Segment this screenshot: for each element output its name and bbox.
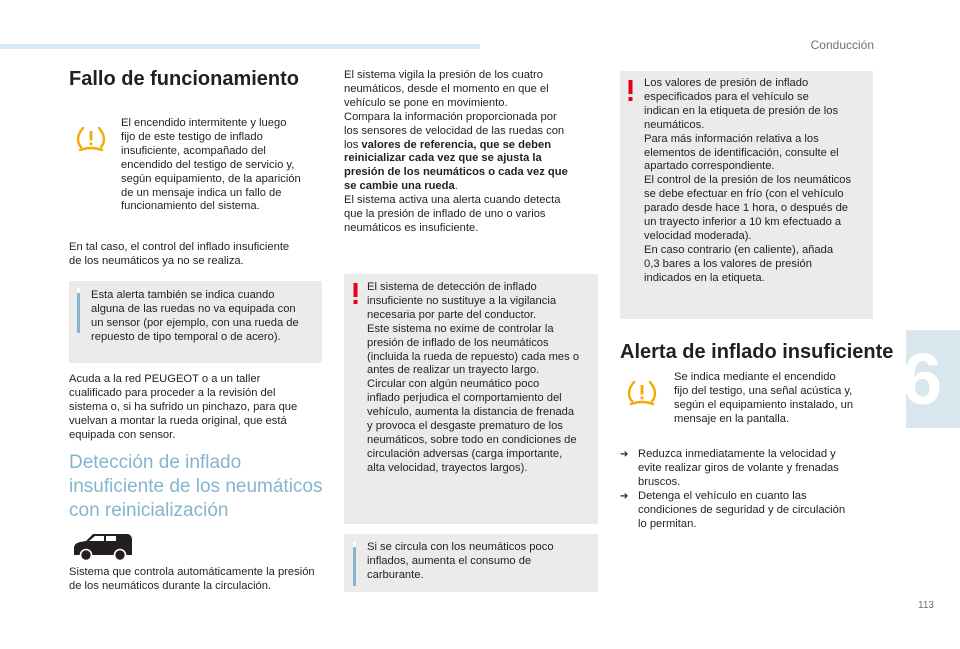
- paragraph-system-description: Sistema que controla automáticamente la presión de los neumáticos durante la circulación.: [69, 566, 315, 592]
- info-box-consumption-text: Si se circula con los neumáticos poco inflados, aumenta el consumo de carburante.: [367, 541, 554, 581]
- list-item: [620, 448, 880, 490]
- exclamation-icon: [628, 80, 634, 102]
- malfunction-warning-text: El encendido intermitente y luego fijo de este testigo de inflado insuficiente, acompañado del encendido del testigo de servicio y, según equipamiento, de la aparición de un mensaje indica un fallo de funcionamiento del sistema.: [121, 117, 301, 213]
- action-bullet-list: [620, 448, 880, 531]
- monitoring-text-bold: valores de referencia, que se deben reinicializar cada vez que se ajusta la presión de los neumáticos o cada vez que se cambie una rueda: [344, 138, 568, 193]
- underinflation-warning-text: Se indica mediante el encendido fijo del testigo, una señal acústica y, según el equipamiento instalado, un mensaje en la pantalla.: [674, 371, 854, 425]
- heading-underinflation-alert: Alerta de inflado insuficiente: [620, 341, 894, 363]
- info-box-sensor-text: Esta alerta también se indica cuando alguna de las ruedas no va equipada con un sensor (por ejemplo, con una rueda de repuesto de tipo temporal o de acero).: [91, 289, 299, 343]
- paragraph-system-monitoring: [344, 69, 589, 236]
- info-box-sensor: [69, 281, 322, 363]
- warning-box-pressure-text: Los valores de presión de inflado especificados para el vehículo se indican en la etiqueta de presión de los neumáticos. Para más información relativa a los elementos de identificación, consulte el apartado correspondiente. El control de la presión de los neumáticos se debe efectuar en frío (con el vehículo parado desde hace 1 hora, o después de un trayecto inferior a 10 km efectuado a velocidad moderada). En caso contrario (en caliente), añada 0,3 bares a los valores de presión indicados en la etiqueta.: [644, 77, 852, 284]
- vehicle-icon: [72, 531, 134, 568]
- tyre-pressure-warning-icon: [76, 126, 106, 152]
- chapter-number: 6: [901, 340, 942, 420]
- list-item-text: Reduzca inmediatamente la velocidad y evite realizar giros de volante y frenadas bruscos.: [638, 448, 839, 488]
- paragraph-peugeot-network: Acuda a la red PEUGEOT o a un taller cualificado para proceder a la revisión del sistema o, si ha sufrido un pinchazo, para que vuelvan a montar la rueda original, que está equipada con sensor.: [69, 373, 298, 441]
- paragraph-no-control: En tal caso, el control del inflado insuficiente de los neumáticos ya no se realiza.: [69, 241, 290, 267]
- tyre-pressure-warning-icon: [627, 380, 657, 406]
- header-accent-bar: [0, 44, 480, 49]
- info-icon: [353, 542, 359, 586]
- section-title: Conducción: [810, 38, 874, 52]
- info-box-consumption: [344, 534, 598, 592]
- arrow-bullet-icon: ➔: [620, 490, 629, 502]
- exclamation-icon: [353, 283, 359, 305]
- monitoring-text-start: El sistema vigila la presión de los cuatro neumáticos, desde el momento en que el vehículo se pone en movimiento. Compara la información proporcionada por los sensores de velocidad de las ruedas con los: [344, 69, 565, 151]
- warning-box-driver-text: El sistema de detección de inflado insuficiente no sustituye a la vigilancia necesaria por parte del conductor. Este sistema no exime de controlar la presión de inflado de los neumáticos (incluida la rueda de repuesto) cada mes o antes de realizar un trayecto largo. Circular con algún neumático poco inflado perjudica el comportamiento del vehículo, aumenta la distancia de frenada y provoca el desgaste prematuro de los neumáticos, sobre todo en condiciones de circulación adversas (carga importante, alta velocidad, trayectos largos).: [367, 281, 580, 474]
- heading-detection-reinit: Detección de inflado insuficiente de los neumáticos con reinicialización: [69, 452, 323, 521]
- list-item: [620, 490, 880, 532]
- monitoring-text-end: . El sistema activa una alerta cuando detecta que la presión de inflado de uno o varios neumáticos es insuficiente.: [344, 180, 561, 234]
- warning-box-driver-vigilance: [344, 274, 598, 524]
- warning-box-pressure-values: [620, 71, 873, 319]
- heading-malfunction: Fallo de funcionamiento: [69, 68, 300, 90]
- page-number: 113: [918, 600, 934, 611]
- list-item-text: Detenga el vehículo en cuanto las condiciones de seguridad y de circulación lo permitan.: [638, 489, 846, 530]
- info-icon: [77, 288, 83, 333]
- arrow-bullet-icon: ➔: [620, 449, 629, 460]
